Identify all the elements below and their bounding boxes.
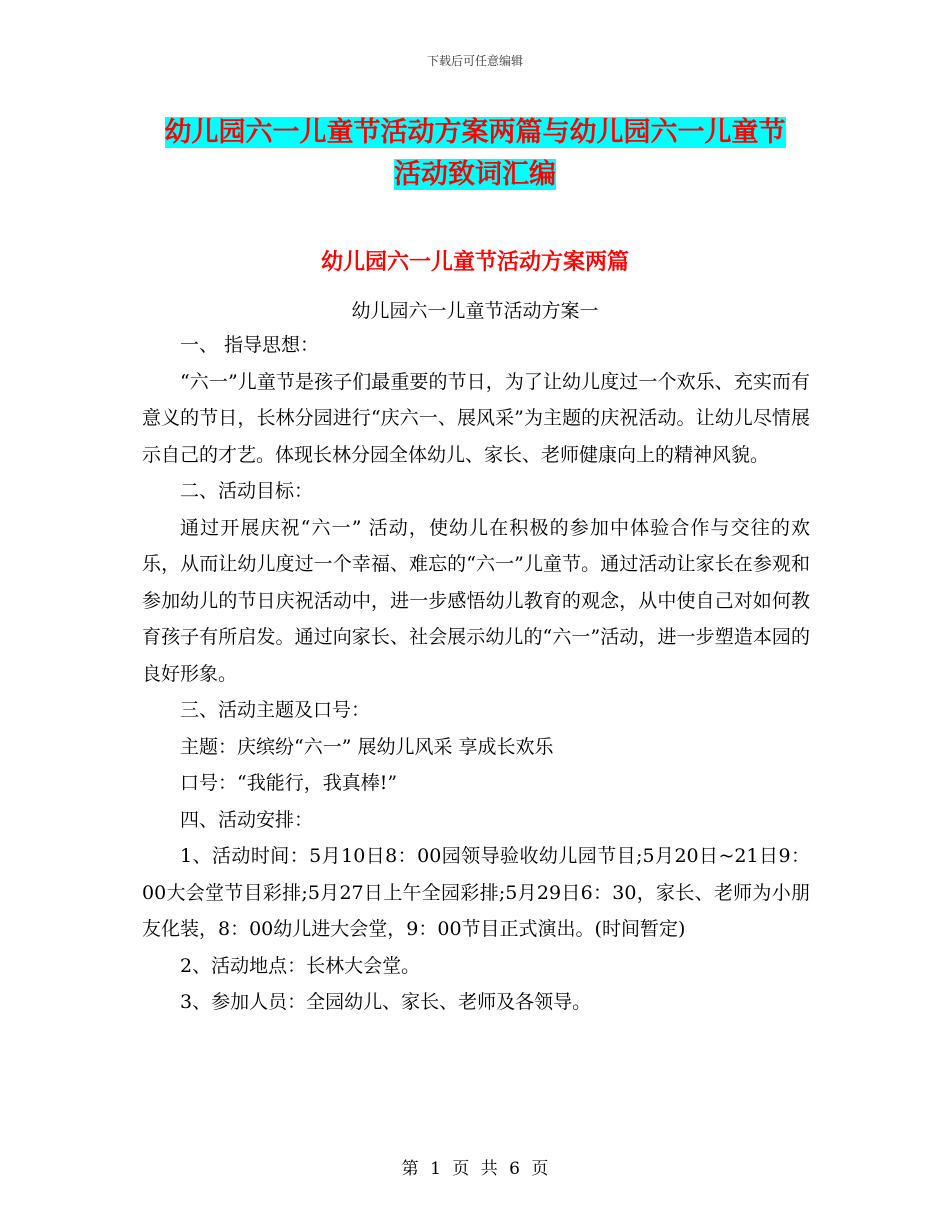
heading-theme-slogan: 三、活动主题及口号：: [180, 699, 371, 721]
heading-guiding-ideology: 一、 指导思想：: [180, 334, 320, 356]
page-footer: 第 1 页 共 6 页: [401, 1159, 549, 1179]
heading-arrangements: 四、活动安排：: [180, 808, 314, 831]
paragraph-guiding-ideology: “六一”儿童节是孩子们最重要的节日，为了让幼儿度过一个欢乐、充实而有意义的节日，长林分园进行“庆六一、展风采”为主题的庆祝活动。让幼儿尽情展示自己的才艺。体现长林分园全体幼儿、家长、老师健康向上的精神风貌。: [142, 370, 810, 466]
heading-activity-goals: 二、活动目标：: [180, 480, 314, 502]
paragraph-participants: 3、参加人员：全园幼儿、家长、老师及各领导。: [180, 991, 592, 1013]
paragraph-activity-goals: 通过开展庆祝“六一” 活动，使幼儿在积极的参加中体验合作与交往的欢乐，从而让幼儿度过一个幸福、难忘的“六一”儿童节。通过活动让家长在参观和参加幼儿的节日庆祝活动中，进一步感悟幼儿教育的观念，从中使自己对如何教育孩子有所启发。通过向家长、社会展示幼儿的“六一”活动，进一步塑造本园的良好形象。: [142, 516, 810, 685]
document-title-line-2: 活动致词汇编: [394, 159, 556, 190]
paragraph-activity-location: 2、活动地点：长林大会堂。: [180, 954, 421, 977]
document-title: [150, 112, 800, 196]
document-title-line-1: 幼儿园六一儿童节活动方案两篇与幼儿园六一儿童节: [164, 117, 786, 148]
line-theme: 主题：庆缤纷“六一” 展幼儿风采 享成长欢乐: [180, 735, 554, 758]
line-slogan: 口号：“我能行，我真棒!”: [180, 772, 398, 794]
header-note: 下载后可任意编辑: [426, 54, 523, 68]
plan-subtitle: 幼儿园六一儿童节活动方案一: [351, 300, 599, 322]
document-body: [142, 327, 810, 1021]
paragraph-activity-time: 1、活动时间：5月10日8：00园领导验收幼儿园节目;5月20日~21日9：00大会堂节目彩排;5月27日上午全园彩排;5月29日6：30，家长、老师为小朋友化装，8：00幼儿进大会堂，9：00节目正式演出。(时间暂定): [142, 845, 810, 940]
section-title: 幼儿园六一儿童节活动方案两篇: [320, 250, 629, 275]
